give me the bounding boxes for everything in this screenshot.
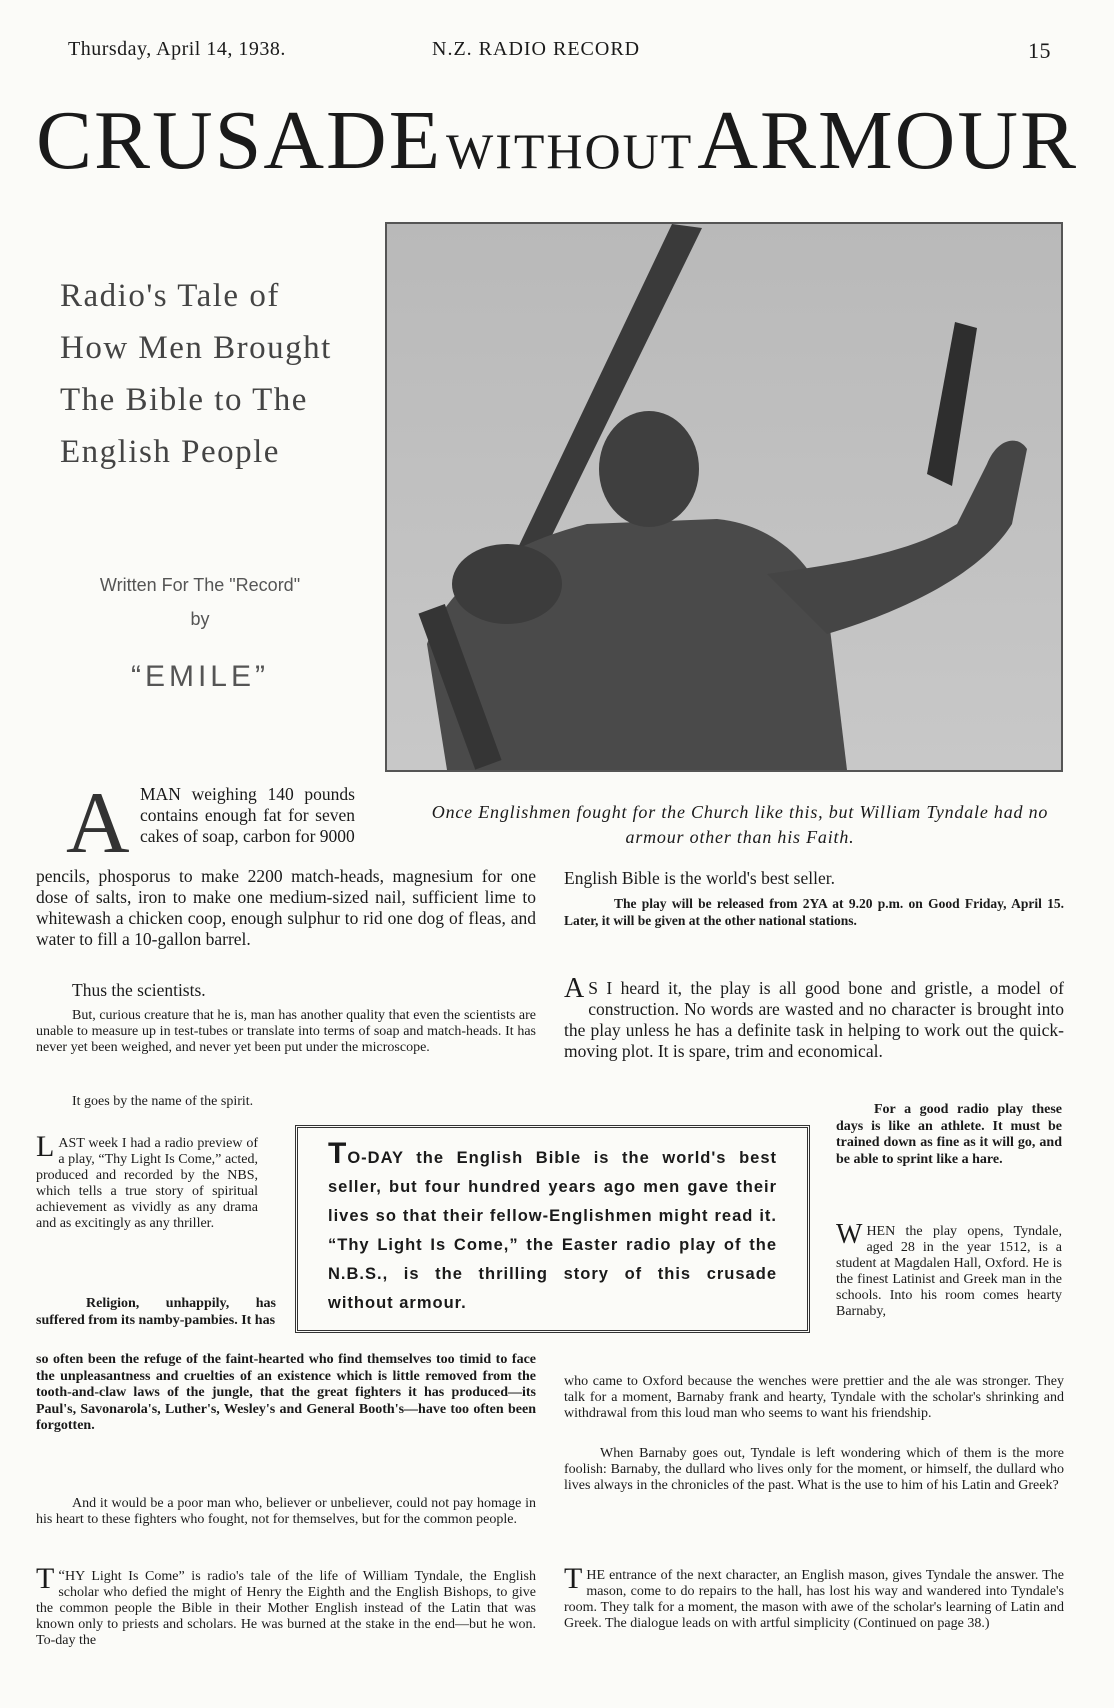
drop-cap: A xyxy=(66,775,130,872)
issue-date: Thursday, April 14, 1938. xyxy=(68,38,286,60)
pull-quote-text: O-DAY the English Bible is the world's best seller, but four hundred years ago men gave their lives so that their fellow-Englishmen might read it. “Thy Light Is Come,” the Easter radio play of the N.B.S., is the thrilling story of this crusade without armour. xyxy=(328,1149,777,1312)
written-for-label: Written For The "Record" xyxy=(99,575,301,595)
when-paragraph-cont: who came to Oxford because the wenches were prettier and the ale was stronger. They talk for a moment, Barnaby frank and hearty, Tyndale with the scholar's shrinking and withdrawal from this loud man who seems to want his friendship. xyxy=(564,1374,1064,1421)
headline xyxy=(0,92,1114,189)
best-seller-line: English Bible is the world's best seller. xyxy=(564,868,835,888)
intro-thus: Thus the scientists. xyxy=(72,980,206,1000)
knight-head xyxy=(599,411,699,527)
pull-quote-box xyxy=(295,1125,810,1333)
release-note: The play will be released from 2YA at 9.20 p.m. on Good Friday, April 15. Later, it will be given at the other national stations. xyxy=(564,896,1064,928)
when-paragraph xyxy=(836,1219,1062,1320)
subtitle-line: English People xyxy=(60,434,280,470)
homage-paragraph: And it would be a poor man who, believer or unbeliever, could not pay homage in his heart to these fighters who fought, not for themselves, but for the common people. xyxy=(36,1496,536,1527)
drop-cap: T xyxy=(328,1137,348,1170)
barnaby-paragraph: When Barnaby goes out, Tyndale is left wondering which of them is the more foolish: Barnaby, the dullard who lives only for the moment, or himself, the dullard who lives always in the chronicles of the past. What is the use to him of his Latin and Greek? xyxy=(564,1446,1064,1493)
intro-spirit: It goes by the name of the spirit. xyxy=(72,1094,254,1109)
as-heard-text: S I heard it, the play is all good bone and gristle, a model of construction. No words are wasted and no character is brought into the play unless he has a definite task in helping to work out the quick-moving plot. It is spare, trim and economical. xyxy=(564,978,1064,1061)
athlete-paragraph: For a good radio play these days is like an athlete. It must be trained down as fine as it will go, and be able to sprint like a hare. xyxy=(836,1102,1062,1167)
headline-word-armour: ARMOUR xyxy=(697,94,1079,187)
subtitle-line: How Men Brought xyxy=(60,330,332,366)
subtitle xyxy=(60,270,380,478)
knight-statue-illustration xyxy=(387,224,1061,770)
subtitle-line: The Bible to The xyxy=(60,382,308,418)
religion-paragraph: Religion, unhappily, has suffered from its namby-pambies. It has xyxy=(36,1296,276,1328)
drop-cap: T xyxy=(564,1562,583,1595)
headline-word-without: WITHOUT xyxy=(446,123,694,179)
thy-light-text: HY Light Is Come” is radio's tale of the life of William Tyndale, the English scholar who defied the might of Henry the Eighth and the English Bishops, to give the common people the Bible in their Mother English instead of the Latin that was known only to priests and scholars. He was burned at the stake in the end—but he won. To-day the xyxy=(36,1569,536,1648)
drop-cap: L xyxy=(36,1130,55,1163)
mason-paragraph xyxy=(564,1562,1064,1632)
by-label: by xyxy=(190,609,210,629)
photo-caption: Once Englishmen fought for the Church like this, but William Tyndale had no armour other than his Faith. xyxy=(431,802,1049,847)
headline-word-crusade: CRUSADE xyxy=(35,94,443,187)
religion-paragraph-cont: so often been the refuge of the faint-hearted who find themselves too timid to face the unpleasantness and cruelties of an existence which is little removed from the tooth-and-claw laws of the jungle, that the great fighters it has produced—its Paul's, Savonarola's, Luther's, Wesley's and General Booth's—have too often been forgotten. xyxy=(36,1352,536,1433)
mason-text: HE entrance of the next character, an English mason, gives Tyndale the answer. The mason, come to do repairs to the hall, has lost his way and wandered into Tyndale's room. They talk for a moment, the mason with awe of the scholar's learning of Latin and Greek. The dialogue leads on with artful simplicity xyxy=(564,1568,1064,1631)
when-text: HEN the play opens, Tyndale, aged 28 in the year 1512, is a student at Magdalen Hall, Oxford. He is the finest Latinist and Greek man in the schools. Into his room comes hearty Barnaby, xyxy=(836,1224,1062,1319)
continued-note: (Continued on page 38.) xyxy=(853,1616,990,1631)
as-heard-paragraph xyxy=(564,973,1064,1062)
author-name: “EMILE” xyxy=(130,660,269,693)
drop-cap: W xyxy=(836,1219,863,1250)
subtitle-line: Radio's Tale of xyxy=(60,278,280,314)
last-week-paragraph xyxy=(36,1130,258,1232)
thy-light-paragraph: “ T HY Light Is Come” is radio's tale of the life of William Tyndale, the English scholar who defied the might of Henry the Eighth and the English Bishops, to give the common people the Bible in their Mother English instead of the Latin that was known only to priests and scholars. He was burned at the stake in the end—but he won. To-day the xyxy=(36,1562,536,1648)
intro-curious: But, curious creature that he is, man has another quality that even the scientists are unable to measure up in test-tubes or translate into terms of soap and match-heads. It has never yet been weighed, and never yet been put under the microscope. xyxy=(36,1008,536,1055)
page-number: 15 xyxy=(1028,38,1051,63)
publication-name: N.Z. RADIO RECORD xyxy=(432,38,641,60)
last-week-text: AST week I had a radio preview of a play, “Thy Light Is Come,” acted, produced and recorded by the NBS, which tells a true story of spiritual achievement as vividly as any drama and as excitingly as any thriller. xyxy=(36,1136,258,1231)
drop-cap: A xyxy=(564,973,585,1004)
intro-paragraph-start: MAN weighing 140 pounds contains enough fat for seven cakes of soap, carbon for 9000 xyxy=(140,784,355,846)
drop-cap: T xyxy=(36,1562,55,1595)
knight-hand xyxy=(452,544,562,624)
armoured-knight-photo xyxy=(385,222,1063,772)
byline xyxy=(60,568,340,636)
intro-paragraph: pencils, phosporus to make 2200 match-heads, magnesium for one dose of salts, iron to make one medium-sized nail, sufficient lime to whitewash a chicken coop, enough sulphur to rid one dog of fleas, and water to fill a 10-gallon barrel. xyxy=(36,866,536,949)
